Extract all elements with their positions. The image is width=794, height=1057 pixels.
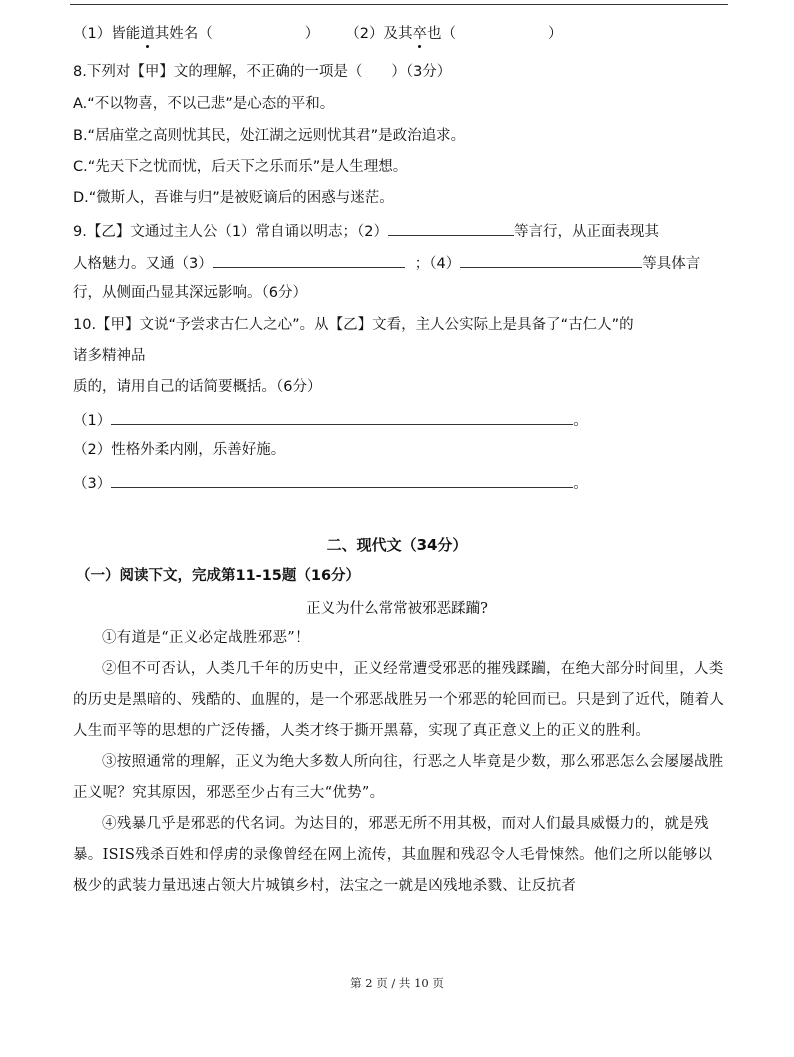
q7-item2-dotted-char: 卒 xyxy=(412,26,427,42)
q9-text-3: 人格魅力。又通（3） xyxy=(73,256,213,272)
essay-paragraph-3: ③按照通常的理解，正义为绝大多数人所向往，行恶之人毕竟是少数，那么邪恶怎么会屡屡战胜正义呢？究其原因，邪恶至少占有三大“优势”。 xyxy=(73,754,724,801)
q10-line3: 质的，请用自己的话简要概括。（6分） xyxy=(73,379,322,395)
q9-line2 xyxy=(73,252,700,274)
q10-answer2: （2）性格外柔内刚，乐善好施。 xyxy=(73,442,286,458)
q9-line1 xyxy=(73,220,659,242)
q9-blank-2[interactable] xyxy=(388,220,514,236)
q8-stem: 8.下列对【甲】文的理解，不正确的一项是（ ）（3分） xyxy=(73,64,452,80)
q10-answer3 xyxy=(73,472,588,494)
q7-item2-text: 也（ xyxy=(426,26,456,42)
q7-line xyxy=(73,24,562,44)
q10-answer1-label: （1） xyxy=(73,413,112,429)
q7-item2-close: ） xyxy=(547,26,563,42)
q9-text-2: 等言行，从正面表现其 xyxy=(514,224,660,240)
q9-text-1: 9.【乙】文通过主人公（1）常自诵以明志；（2） xyxy=(73,224,389,240)
q7-item1-prefix: （1）皆能 xyxy=(73,26,141,42)
q10-line1: 10.【甲】文说“予尝求古仁人之心”。从【乙】文看，主人公实际上是具备了“古仁人”的 xyxy=(73,317,634,333)
essay-paragraph-4: ④残暴几乎是邪恶的代名词。为达目的，邪恶无所不用其极，而对人们最具威慑力的，就是残暴。ISIS残杀百姓和俘虏的录像曾经在网上流传，其血腥和残忍令人毛骨悚然。他们之所以能够以极少的武装力量迅速占领大片城镇乡村，法宝之一就是凶残地杀戮、让反抗者 xyxy=(73,816,713,894)
section-subtitle: （一）阅读下文，完成第11-15题（16分） xyxy=(76,568,361,584)
q8-option-a: A.“不以物喜，不以己悲”是心态的平和。 xyxy=(73,96,335,112)
q9-text-5: 等具体言 xyxy=(642,256,701,272)
q9-blank-4[interactable] xyxy=(460,252,642,268)
q7-item2-prefix: （2）及其 xyxy=(345,26,413,42)
q9-blank-3[interactable] xyxy=(213,252,405,268)
q10-line2: 诸多精神品 xyxy=(73,348,146,364)
q9-line3: 行，从侧面凸显其深远影响。（6分） xyxy=(73,285,307,301)
essay-body xyxy=(73,623,725,902)
q8-option-d: D.“微斯人，吾谁与归”是被贬谪后的困惑与迷茫。 xyxy=(73,190,394,206)
q10-answer1-end: 。 xyxy=(573,413,588,429)
q10-answer3-end: 。 xyxy=(573,476,588,492)
q10-answer1-blank[interactable] xyxy=(111,409,573,425)
section-title: 二、现代文（34分） xyxy=(326,536,468,554)
q8-option-c: C.“先天下之忧而忧，后天下之乐而乐”是人生理想。 xyxy=(73,159,408,175)
page-footer: 第 2 页 / 共 10 页 xyxy=(350,976,444,990)
q8-option-b: B.“居庙堂之高则忧其民，处江湖之远则忧其君”是政治追求。 xyxy=(73,128,466,144)
q10-answer3-blank[interactable] xyxy=(111,472,573,488)
top-rule xyxy=(70,4,728,5)
q7-item1-dotted-char: 道 xyxy=(140,26,155,42)
q7-item1-text: 其姓名（ xyxy=(154,26,213,42)
q7-item1-close: ） xyxy=(304,26,320,42)
essay-paragraph-2: ②但不可否认，人类几千年的历史中，正义经常遭受邪恶的摧残蹂躏，在绝大部分时间里，人类的历史是黑暗的、残酷的、血腥的，是一个邪恶战胜另一个邪恶的轮回而已。只是到了近代，随着人人生而平等的思想的广泛传播，人类才终于撕开黑幕，实现了真正意义上的正义的胜利。 xyxy=(73,661,725,739)
q10-answer3-label: （3） xyxy=(73,476,112,492)
q10-answer1 xyxy=(73,409,588,431)
essay-title: 正义为什么常常被邪恶蹂躏? xyxy=(306,601,488,617)
essay-paragraph-1: ①有道是“正义必定战胜邪恶”！ xyxy=(102,630,310,646)
q9-text-4: ；（4） xyxy=(414,256,461,272)
